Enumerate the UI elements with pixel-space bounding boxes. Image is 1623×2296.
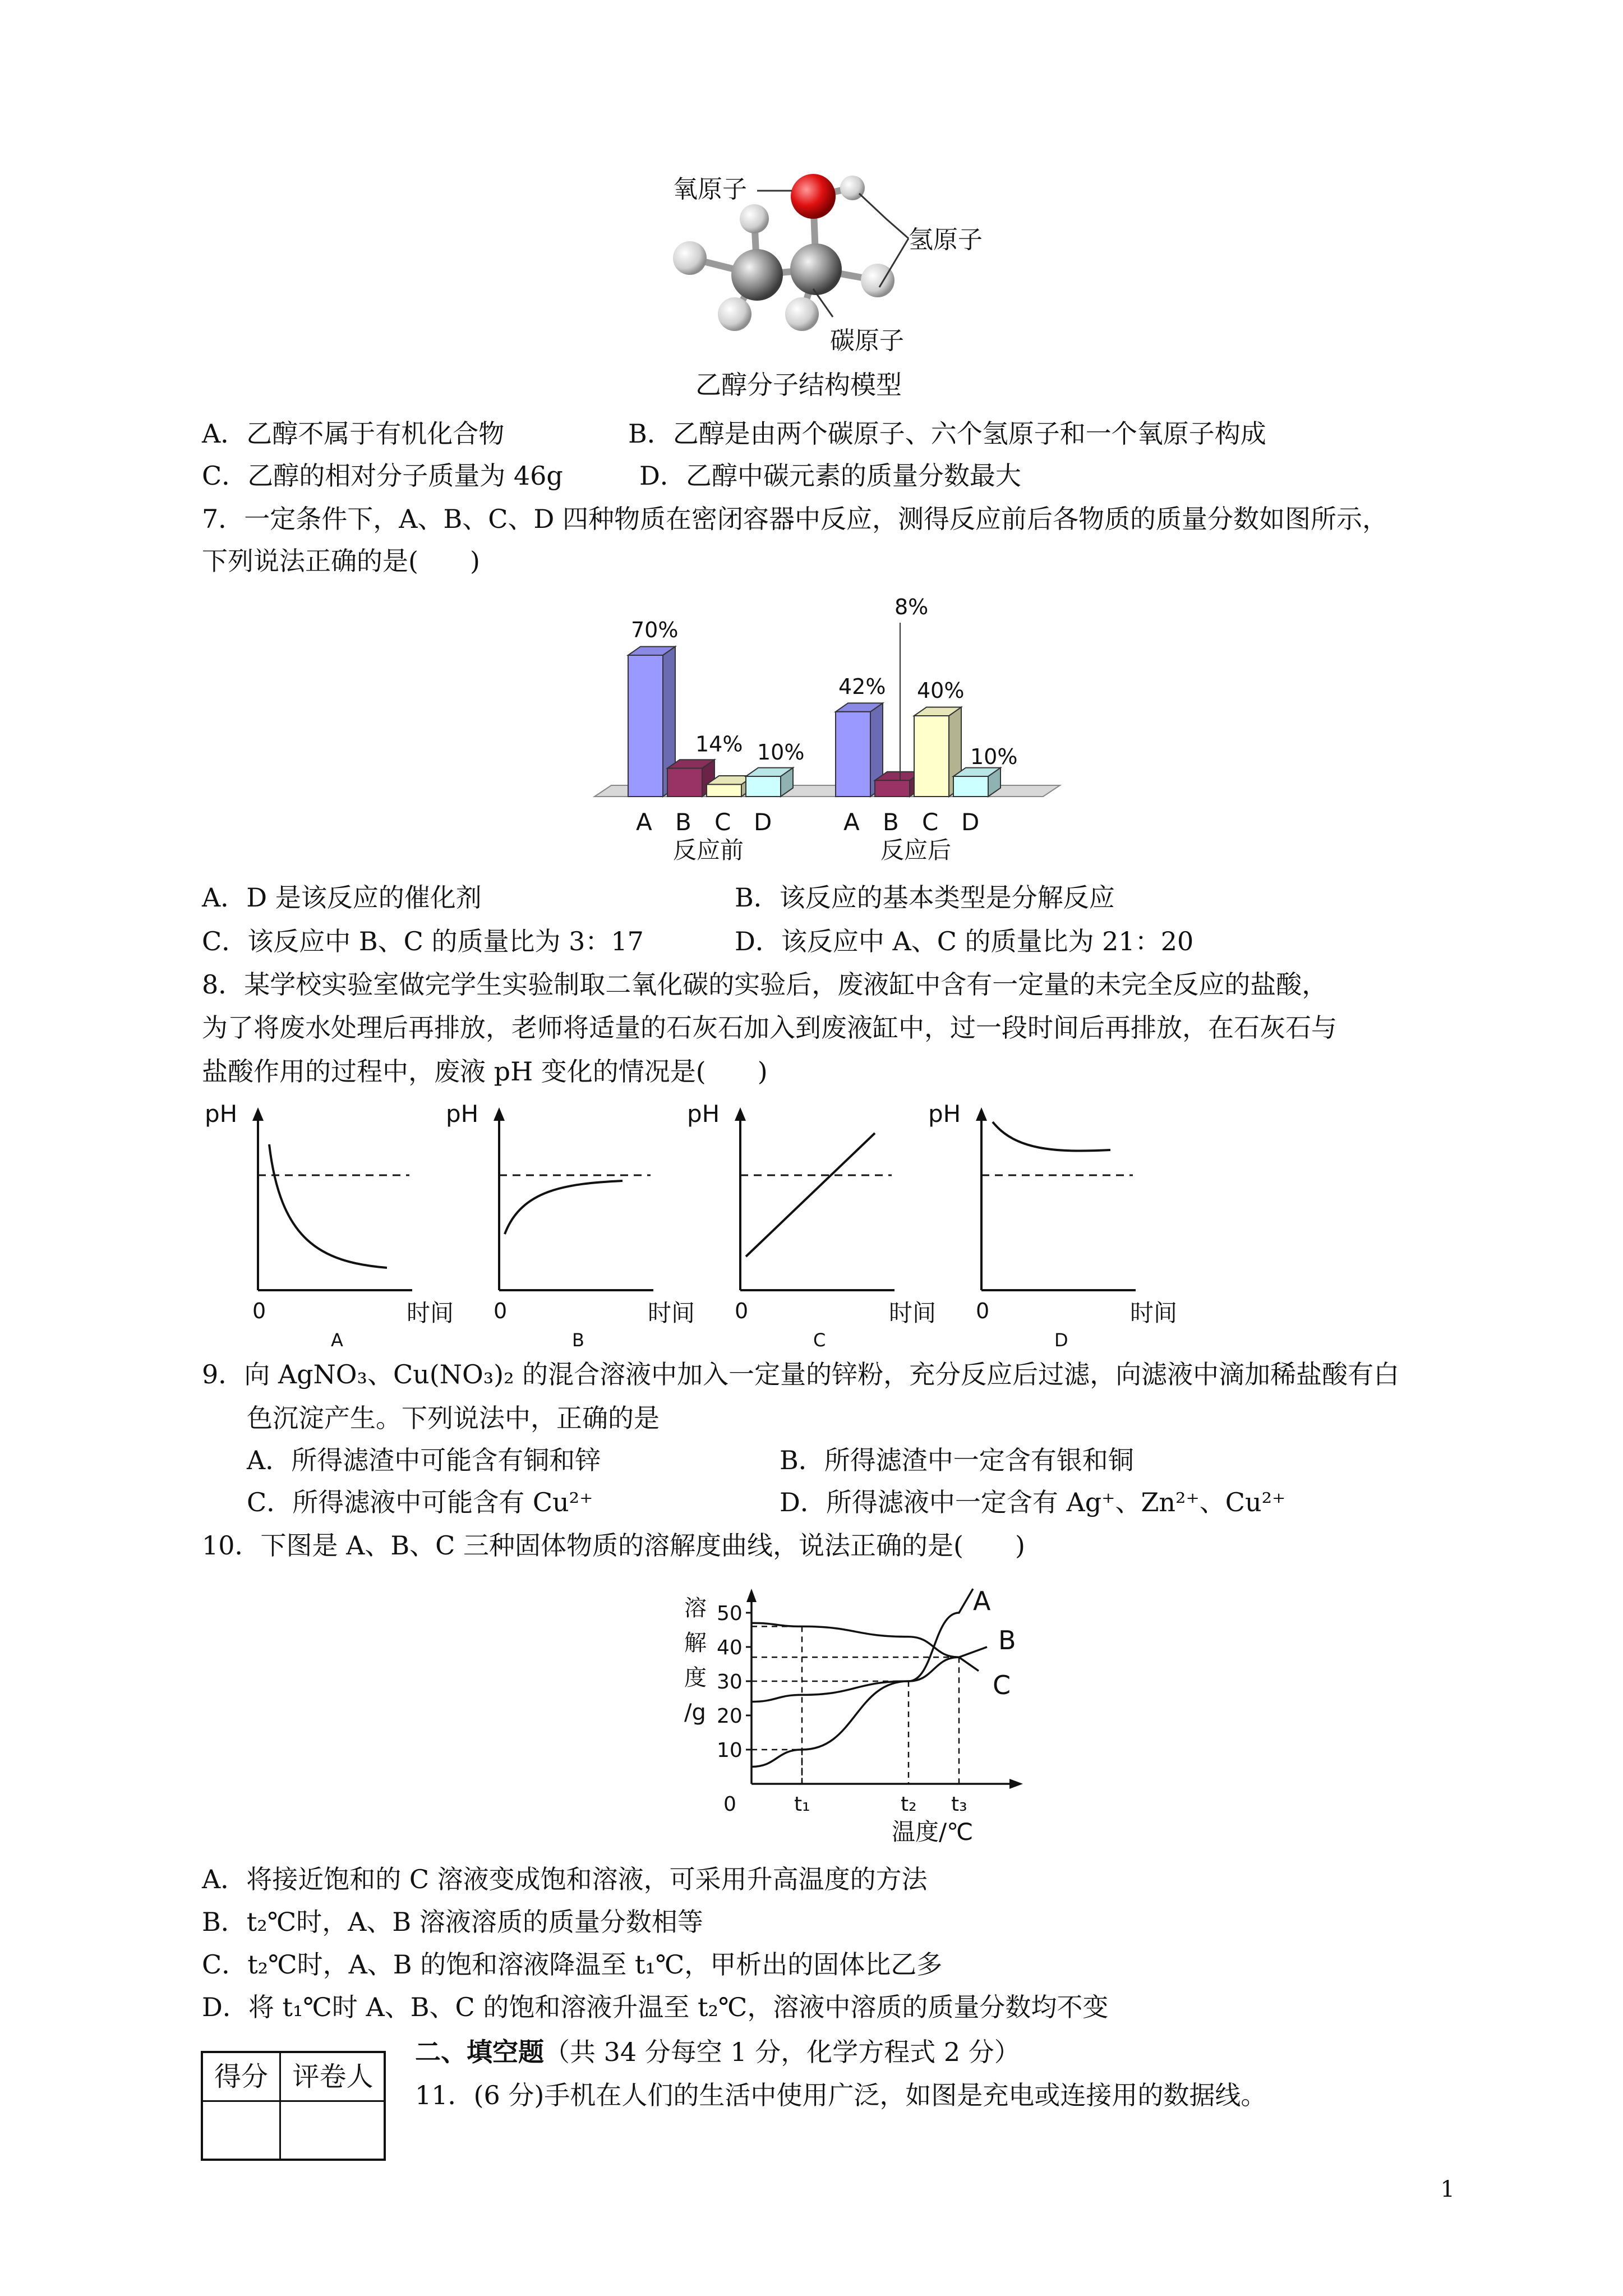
q10-option-c: C．t₂℃时，A、B 的饱和溶液降温至 t₁℃，甲析出的固体比乙多	[202, 1949, 943, 1980]
ph-graph-D	[928, 1100, 1177, 1351]
bar-value-label: 42%	[838, 674, 886, 699]
y-tick-label: 10	[717, 1739, 743, 1762]
chart-title-after: 反应后	[880, 836, 952, 864]
section2-note: （共 34 分每空 1 分，化学方程式 2 分）	[544, 2037, 1020, 2067]
origin-label: 0	[494, 1299, 508, 1323]
q8-ph-graphs	[202, 1099, 1211, 1358]
bar-category-label: B	[675, 808, 691, 836]
solubility-curve-A	[751, 1589, 973, 1766]
q8-stem-line-1: 8．某学校实验室做完学生实验制取二氧化碳的实验后，废液缸中含有一定量的未完全反应的盐酸，	[202, 969, 1328, 1000]
hydrogen-atom	[840, 176, 865, 200]
q10-stem: 10．下图是 A、B、C 三种固体物质的溶解度曲线，说法正确的是( )	[202, 1530, 1025, 1561]
solubility-plot	[684, 1586, 1023, 1846]
origin-label: 0	[252, 1299, 266, 1323]
q8-stem-line-2: 为了将废水处理后再排放，老师将适量的石灰石加入到废液缸中，过一段时间后再排放，在石灰石与	[202, 1013, 1337, 1043]
ph-graph-C	[687, 1100, 936, 1351]
section2-heading	[415, 2035, 1020, 2069]
bar-value-label: 70%	[631, 618, 679, 642]
bar-after-D	[953, 768, 1000, 797]
q7-option-a: A．D 是该反应的催化剂	[202, 882, 482, 913]
carbon-label: 碳原子	[830, 326, 904, 355]
time-axis-label: 时间	[407, 1299, 454, 1327]
bar-category-label: A	[636, 808, 652, 836]
origin-label: 0	[723, 1793, 736, 1816]
curve-label-b: B	[998, 1625, 1016, 1655]
q7-option-d: D．该反应中 A、C 的质量比为 21：20	[735, 926, 1194, 956]
q10-solubility-chart	[673, 1582, 1032, 1846]
ph-axis-label: pH	[687, 1100, 720, 1128]
curve-label-c: C	[993, 1670, 1011, 1700]
bar-value-label: 40%	[917, 678, 965, 703]
q10-option-d: D．将 t₁℃时 A、B、C 的饱和溶液升温至 t₂℃，溶液中溶质的质量分数均不变	[202, 1992, 1109, 2022]
y-tick-label: 50	[717, 1602, 743, 1625]
q7-bar-chart	[589, 595, 1071, 875]
solubility-curve-C	[751, 1623, 979, 1671]
graph-option-label: C	[813, 1329, 826, 1351]
time-axis-label: 时间	[648, 1299, 695, 1327]
bar-before-D	[746, 768, 793, 797]
bar-category-label: C	[714, 808, 731, 836]
q7-option-b: B．该反应的基本类型是分解反应	[735, 882, 1115, 913]
y-axis-label: 溶	[684, 1595, 707, 1621]
y-axis-label: 度	[684, 1665, 707, 1691]
bar-value-label: 8%	[895, 595, 929, 619]
chart-title-before: 反应前	[673, 836, 744, 864]
x-tick-label: t₃	[951, 1793, 967, 1816]
bar-value-label: 10%	[757, 740, 805, 765]
bar-value-label: 10%	[970, 744, 1018, 769]
carbon-atom	[731, 249, 783, 301]
q9-option-d: D．所得滤液中一定含有 Ag⁺、Zn²⁺、Cu²⁺	[780, 1487, 1286, 1517]
q7-option-c: C．该反应中 B、C 的质量比为 3：17	[202, 926, 644, 956]
x-tick-label: t₁	[794, 1793, 810, 1816]
oxygen-atom	[791, 174, 836, 219]
hydrogen-label: 氢原子	[909, 226, 983, 254]
ph-graph-B	[446, 1100, 695, 1351]
score-label: 得分	[214, 2061, 268, 2092]
y-tick-label: 20	[717, 1705, 743, 1728]
page-number: 1	[1440, 2177, 1455, 2202]
curve-label-a: A	[973, 1586, 991, 1616]
q10-option-b: B．t₂℃时，A、B 溶液溶质的质量分数相等	[202, 1907, 703, 1937]
q9-stem-line-1: 9．向 AgNO₃、Cu(NO₃)₂ 的混合溶液中加入一定量的锌粉，充分反应后过滤，向滤液中滴加稀盐酸有白	[202, 1359, 1400, 1389]
hydrogen-atom	[673, 241, 707, 275]
bar-category-label: C	[922, 808, 939, 836]
ph-curve	[746, 1133, 875, 1257]
y-tick-label: 40	[717, 1636, 743, 1659]
bar-category-label: A	[843, 808, 860, 836]
graph-option-label: A	[331, 1329, 343, 1351]
y-axis-label: 解	[684, 1630, 707, 1656]
bar-category-label: B	[883, 808, 899, 836]
q9-stem-line-2: 色沉淀产生。下列说法中，正确的是	[247, 1403, 660, 1433]
graph-option-label: D	[1054, 1329, 1068, 1351]
ph-curve	[505, 1181, 623, 1234]
q7-stem-line-1: 7．一定条件下，A、B、C、D 四种物质在密闭容器中反应，测得反应前后各物质的质量分数如图所示，	[202, 504, 1388, 534]
origin-label: 0	[735, 1299, 749, 1323]
carbon-atom	[790, 243, 842, 295]
time-axis-label: 时间	[889, 1299, 937, 1327]
score-table	[201, 2051, 386, 2161]
bar-category-label: D	[754, 808, 772, 836]
bar-value-label: 14%	[695, 731, 743, 757]
bar-category-label: D	[961, 808, 980, 836]
hydrogen-atom	[785, 297, 819, 331]
oxygen-label: 氧原子	[673, 175, 747, 204]
q9-option-c: C．所得滤液中可能含有 Cu²⁺	[247, 1487, 593, 1517]
ph-axis-label: pH	[928, 1100, 961, 1128]
graph-option-label: B	[572, 1329, 584, 1351]
q10-option-a: A．将接近饱和的 C 溶液变成饱和溶液，可采用升高温度的方法	[202, 1864, 928, 1894]
grader-label: 评卷人	[292, 2061, 374, 2092]
hydrogen-atom	[740, 204, 769, 233]
origin-label: 0	[976, 1299, 990, 1323]
time-axis-label: 时间	[1130, 1299, 1178, 1327]
ph-axis-label: pH	[446, 1100, 479, 1128]
ph-curve	[993, 1122, 1110, 1151]
y-axis-label: /g	[684, 1700, 706, 1726]
q9-option-b: B．所得滤渣中一定含有银和铜	[780, 1445, 1134, 1475]
ph-axis-label: pH	[205, 1100, 238, 1128]
ethanol-molecule-figure	[645, 163, 1038, 409]
q8-stem-line-3: 盐酸作用的过程中，废液 pH 变化的情况是( )	[202, 1056, 768, 1087]
x-tick-label: t₂	[901, 1793, 917, 1816]
q6-option-a: A．乙醇不属于有机化合物	[202, 418, 505, 449]
q6-option-c: C．乙醇的相对分子质量为 46g	[202, 461, 563, 491]
x-axis-label: 温度/℃	[892, 1818, 974, 1846]
y-tick-label: 30	[717, 1671, 743, 1694]
q7-stem-line-2: 下列说法正确的是( )	[202, 546, 480, 576]
solubility-curve-B	[751, 1647, 987, 1702]
molecule-caption: 乙醇分子结构模型	[695, 370, 902, 400]
ph-curve	[269, 1144, 387, 1268]
hydrogen-atom	[718, 297, 751, 331]
section2-title: 二、填空题	[415, 2037, 544, 2067]
q9-option-a: A．所得滤渣中可能含有铜和锌	[247, 1445, 601, 1475]
q11-stem: 11．(6 分)手机在人们的生活中使用广泛，如图是充电或连接用的数据线。	[415, 2080, 1267, 2110]
q6-option-d: D．乙醇中碳元素的质量分数最大	[639, 461, 1021, 491]
q6-option-b: B．乙醇是由两个碳原子、六个氢原子和一个氧原子构成	[628, 418, 1266, 449]
ph-graph-A	[205, 1100, 454, 1351]
